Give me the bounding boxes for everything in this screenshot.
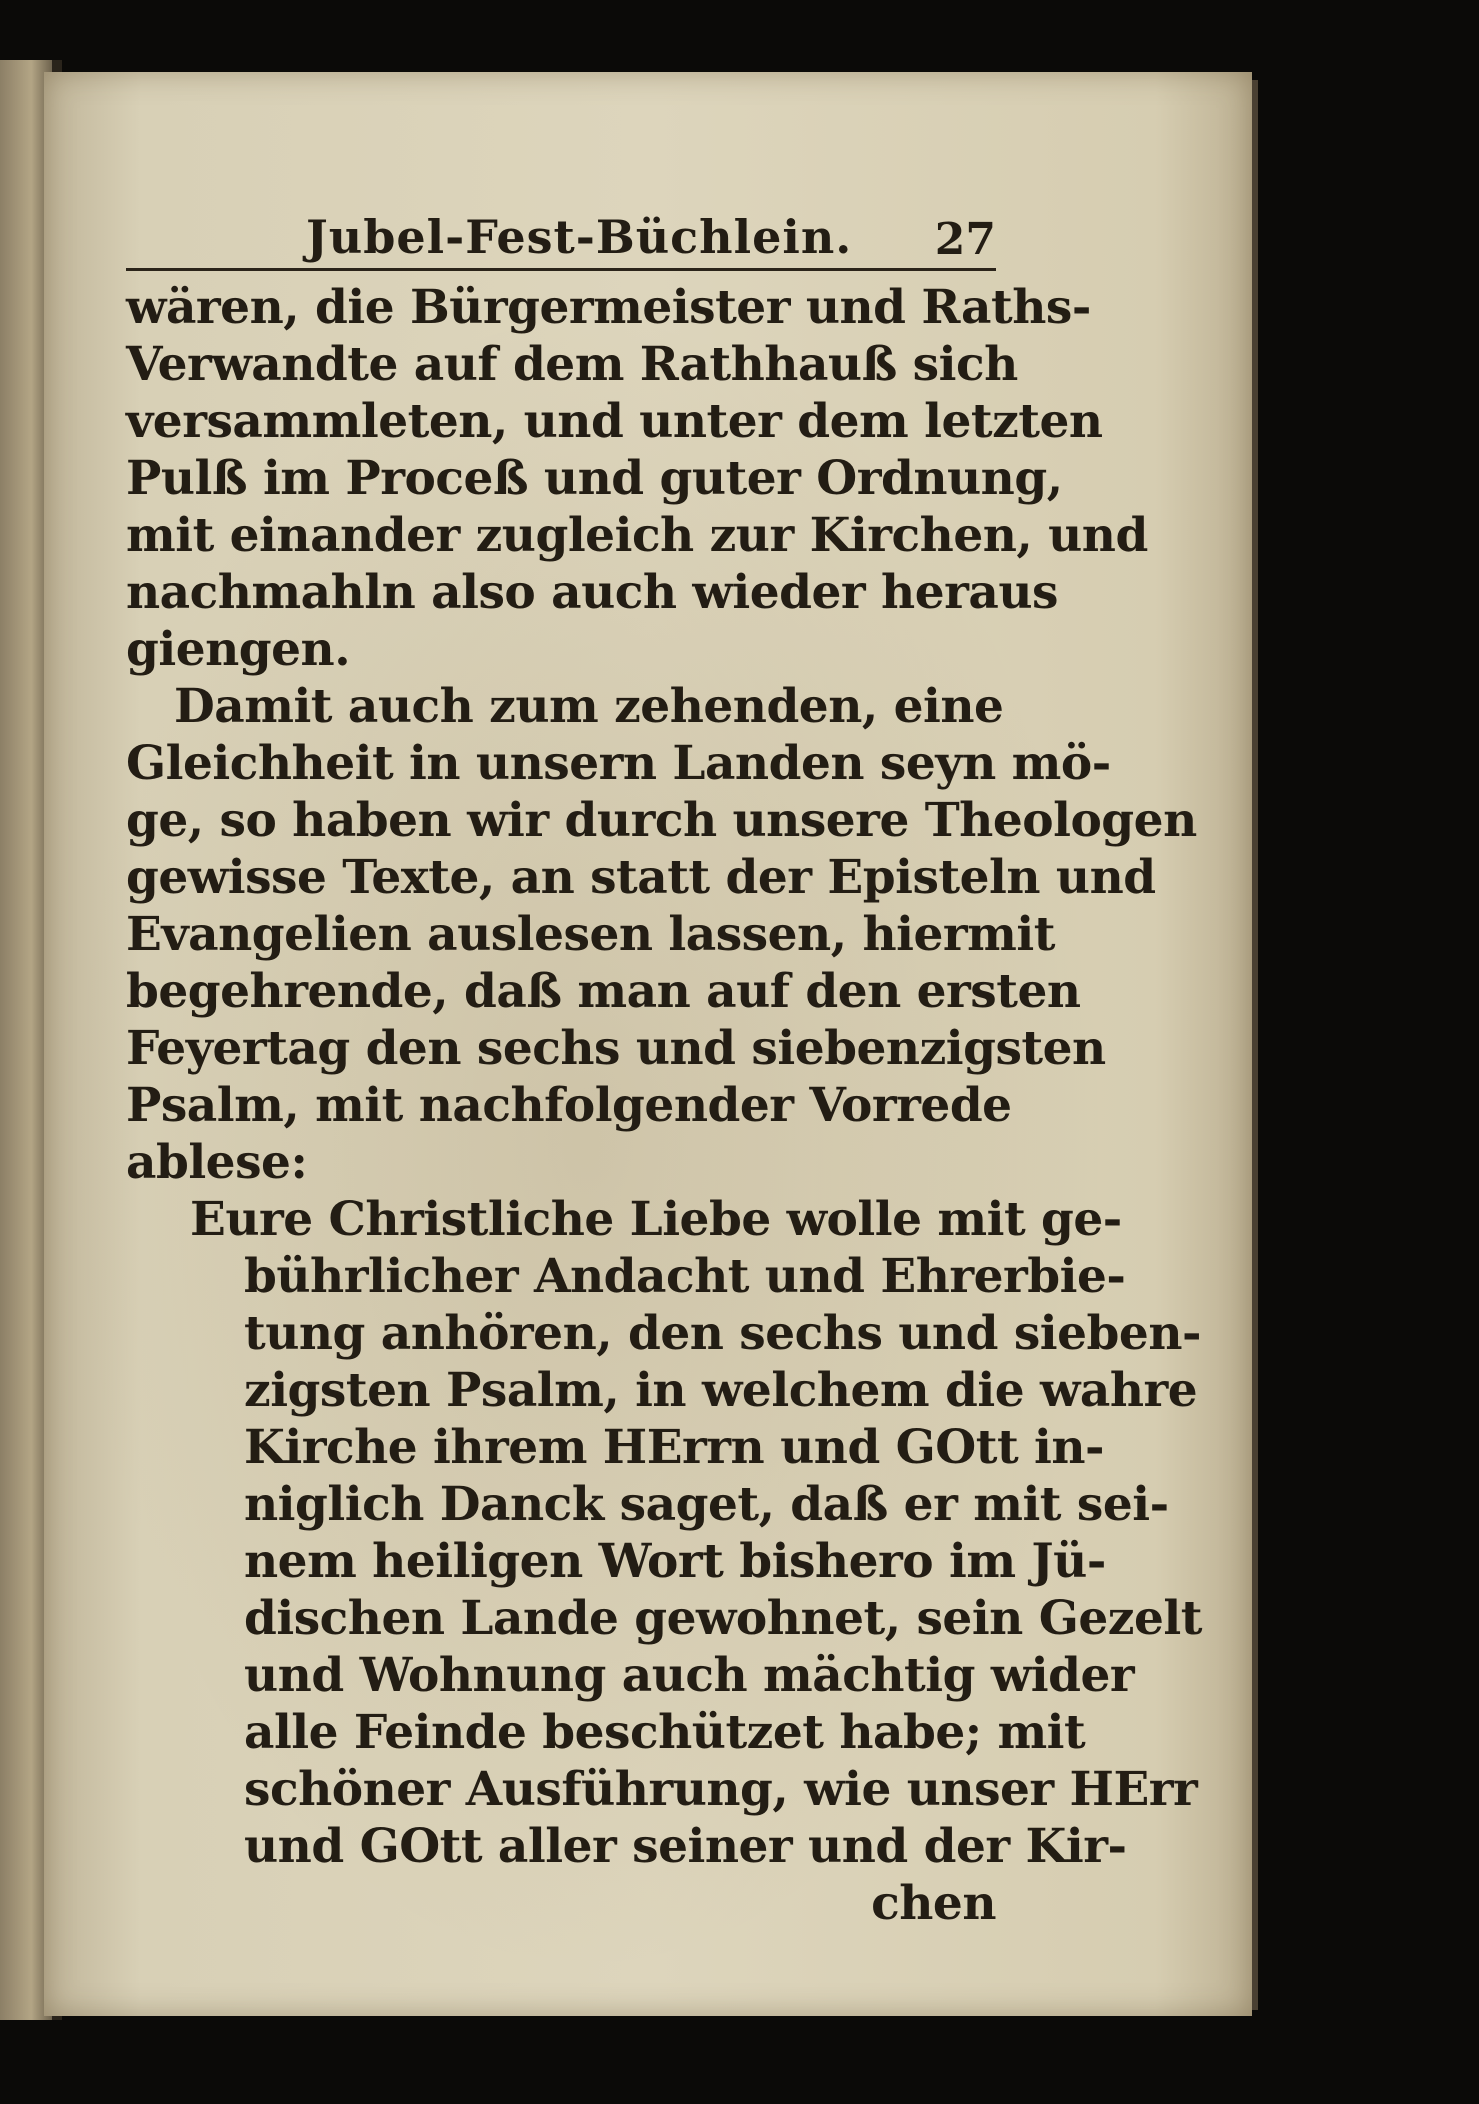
text-line: gewisse Texte, an statt der Episteln und (126, 850, 1156, 905)
text-line: ablese: (126, 1135, 308, 1190)
quote-line: und Wohnung auch mächtig wider (244, 1648, 1135, 1703)
text-line: Gleichheit in unsern Landen seyn mö- (126, 736, 1111, 791)
quote-line: zigsten Psalm, in welchem die wahre (244, 1363, 1198, 1418)
text-line: ge, so haben wir durch unsere Theologen (126, 793, 1197, 848)
text-line: versammleten, und unter dem letzten (126, 394, 1103, 449)
page-content (126, 172, 1202, 1932)
quote-line: niglich Danck saget, daß er mit sei- (244, 1477, 1169, 1532)
text-line: begehrende, daß man auf den ersten (126, 964, 1081, 1019)
page-header (126, 172, 996, 271)
quote-line: schöner Ausführung, wie unser HErr (244, 1762, 1198, 1817)
quote-line: dischen Lande gewohnet, sein Gezelt (244, 1591, 1202, 1646)
text-line: Pulß im Proceß und guter Ordnung, (126, 451, 1063, 506)
quote-line: Kirche ihrem HErrn und GOtt in- (244, 1420, 1105, 1475)
text-line: mit einander zugleich zur Kirchen, und (126, 508, 1148, 563)
quote-line: alle Feinde beschützet habe; mit (244, 1705, 1086, 1760)
body-text (126, 279, 1202, 1932)
quote-line: tung anhören, den sechs und sieben- (244, 1306, 1201, 1361)
quote-line: bührlicher Andacht und Ehrerbie- (244, 1249, 1126, 1304)
text-line: Verwandte auf dem Rathhauß sich (126, 337, 1018, 392)
page-number: 27 (934, 214, 996, 265)
book-page (44, 72, 1252, 2016)
quote-start-line: Eure Christliche Liebe wolle mit ge- (190, 1192, 1122, 1247)
running-title: Jubel-Fest-Büchlein. (306, 210, 853, 264)
quote-line: nem heiligen Wort bishero im Jü- (244, 1534, 1106, 1589)
paragraph-start-line: Damit auch zum zehenden, eine (174, 679, 1004, 734)
text-line: wären, die Bürgermeister und Raths- (126, 280, 1091, 335)
text-line: Evangelien auslesen lassen, hiermit (126, 907, 1055, 962)
catchword: chen (871, 1876, 996, 1931)
text-line: Feyertag den sechs und siebenzigsten (126, 1021, 1106, 1076)
text-line: nachmahln also auch wieder heraus (126, 565, 1058, 620)
text-line: Psalm, mit nachfolgender Vorrede (126, 1078, 1012, 1133)
quote-line: und GOtt aller seiner und der Kir- (244, 1819, 1127, 1874)
text-line: giengen. (126, 622, 351, 677)
